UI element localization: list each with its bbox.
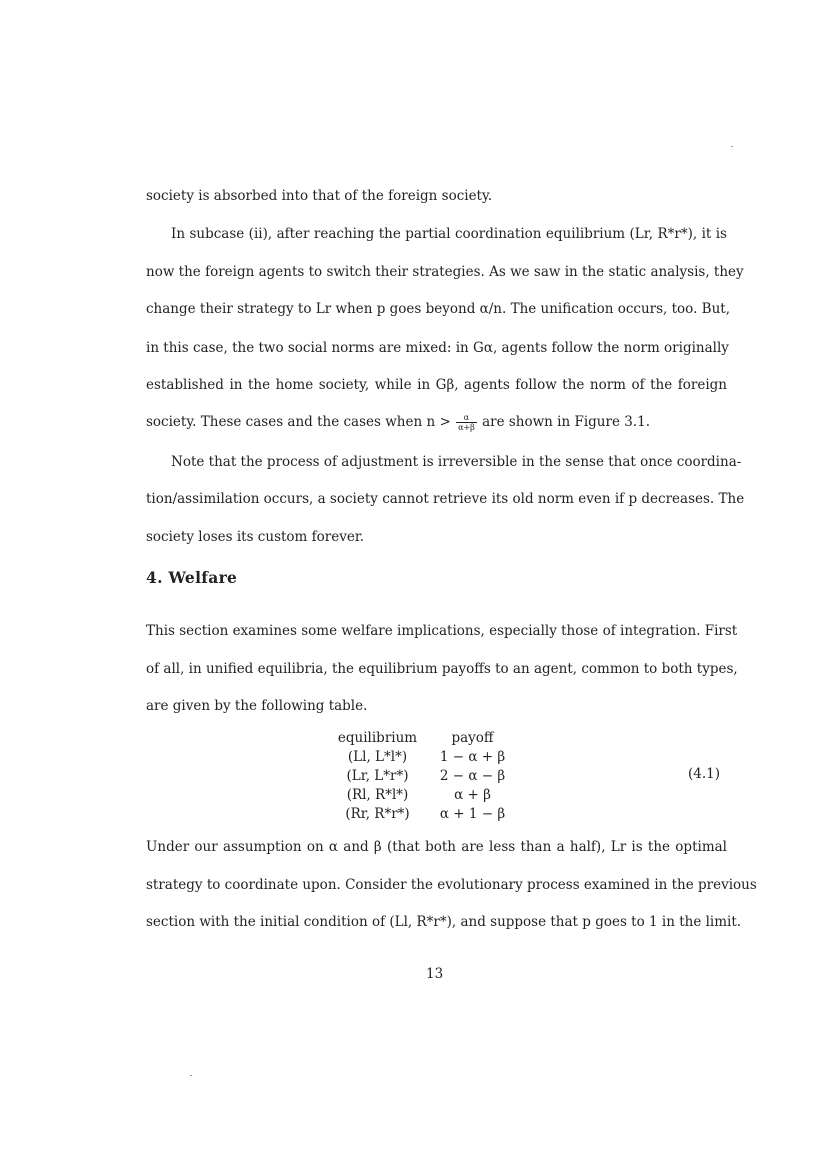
- table-header-equilibrium: equilibrium: [337, 730, 418, 746]
- paragraph-3-line-3: society loses its custom forever.: [146, 529, 365, 545]
- paragraph-4-line-1: This section examines some welfare implications, especially those of integration. First: [146, 623, 738, 639]
- table-header-payoff: payoff: [451, 730, 494, 746]
- paragraph-4-line-2: of all, in unified equilibria, the equilibrium payoffs to an agent, common to both types,: [146, 661, 738, 677]
- paragraph-5-line-2: strategy to coordinate upon. Consider the evolutionary process examined in the previous: [146, 877, 757, 893]
- paragraph-3-line-2: tion/assimilation occurs, a society cannot retrieve its old norm even if p decreases. The: [146, 491, 745, 507]
- paragraph-2-line-3: change their strategy to Lr when p goes beyond α/n. The unification occurs, too. But,: [146, 301, 730, 317]
- table-cell-equilibrium: (Rr, R*r*): [345, 806, 410, 822]
- fraction-numerator: α: [456, 413, 477, 423]
- table-row: [330, 805, 530, 824]
- paragraph-2-line-2: now the foreign agents to switch their strategies. As we saw in the static analysis, they: [146, 264, 744, 280]
- table-header-row: [330, 729, 530, 748]
- fraction-denominator: α+β: [458, 423, 475, 432]
- payoff-table: [330, 729, 530, 824]
- page-number: 13: [426, 966, 444, 982]
- table-cell-equilibrium: (Lr, L*r*): [346, 768, 409, 784]
- table-cell-equilibrium: (Rl, R*l*): [346, 787, 409, 803]
- table-row: [330, 786, 530, 805]
- table-row: [330, 748, 530, 767]
- scan-speck: [190, 1075, 192, 1076]
- alpha-over-alpha-plus-beta-fraction: [456, 413, 477, 432]
- paragraph-2-line-4: in this case, the two social norms are mixed: in Gα, agents follow the norm originally: [146, 340, 729, 356]
- table-cell-equilibrium: (Ll, L*l*): [347, 749, 408, 765]
- paragraph-5-line-3: section with the initial condition of (Ll, R*r*), and suppose that p goes to 1 in the limit.: [146, 914, 742, 930]
- paragraph-1-line-1: society is absorbed into that of the foreign society.: [146, 188, 493, 204]
- paragraph-2-line-6: [146, 413, 727, 432]
- paragraph-2-line-6-text-post: are shown in Figure 3.1.: [482, 414, 650, 430]
- paragraph-5-line-1: Under our assumption on α and β (that both are less than a half), Lr is the optimal: [146, 839, 727, 855]
- equation-number: (4.1): [688, 766, 721, 782]
- paragraph-3-line-1: Note that the process of adjustment is irreversible in the sense that once coordina-: [171, 454, 742, 470]
- table-cell-payoff: 1 − α + β: [439, 749, 506, 765]
- paragraph-2-line-1: In subcase (ii), after reaching the partial coordination equilibrium (Lr, R*r*), it is: [171, 226, 727, 242]
- paragraph-4-line-3: are given by the following table.: [146, 698, 368, 714]
- table-row: [330, 767, 530, 786]
- paragraph-2-line-5: established in the home society, while in Gβ, agents follow the norm of the foreign: [146, 377, 727, 393]
- table-cell-payoff: 2 − α − β: [439, 768, 506, 784]
- table-cell-payoff: α + β: [454, 787, 491, 803]
- paragraph-2-line-6-text-pre: society. These cases and the cases when n >: [146, 414, 451, 430]
- section-heading: 4. Welfare: [146, 568, 238, 587]
- table-cell-payoff: α + 1 − β: [439, 806, 506, 822]
- scan-speck: [731, 146, 733, 147]
